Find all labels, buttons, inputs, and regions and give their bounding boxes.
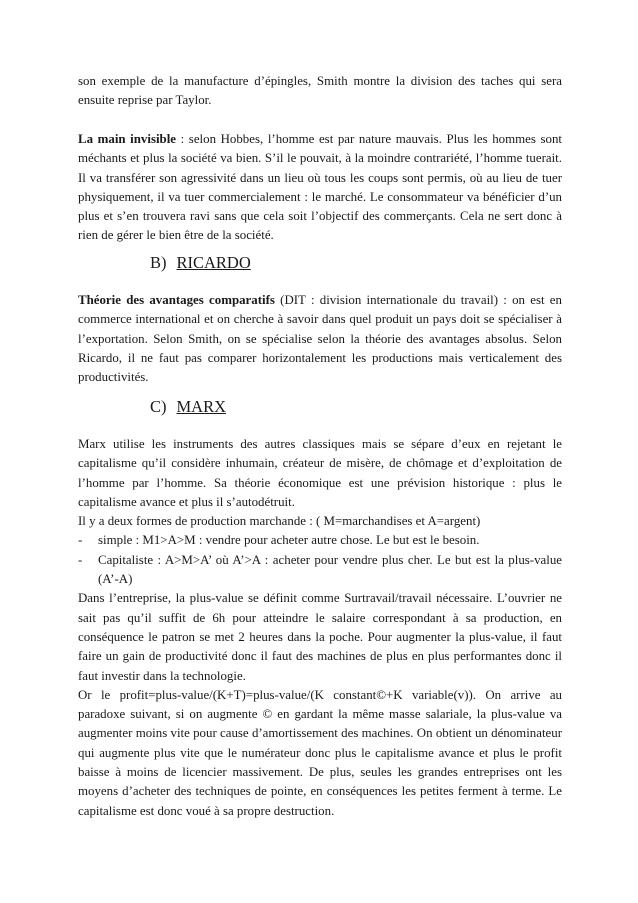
paragraph-marx-intro: Marx utilise les instruments des autres classiques mais se sépare d’eux en rejetant le capitalisme qu’il considère inhumain, créateur de misère, de chômage et d’exploitation de l’homme par l’homme. Sa théorie économique est une prévision historique : plus le capitalisme avance et plus il s’autodétruit. [78, 437, 562, 509]
paragraph-text: : selon Hobbes, l’homme est par nature mauvais. Plus les hommes sont méchants et plus la société va bien. S’il le pouvait, à la moindre contrariété, l’homme tuerait. Il va transférer son agressivité dans un lieu où tous les coups sont permis, où au lieu de tuer physiquement, il va tuer commercialement : le marché. Le consommateur va bénéficier d’un plus et s’en trouvera ravi sans que cela soit l’objectif des commerçants. Cela ne sert donc à rien de gérer le bien être de la société. [78, 132, 562, 243]
section-letter: C) [150, 397, 167, 416]
list-item: - Capitaliste : A>M>A’ où A’>A : acheter pour vendre plus cher. Le but est la plus-value (A’-A) [78, 552, 562, 587]
paragraph-text: (DIT : division internationale du travail) : on est en commerce international et on cherche à savoir dans quel produit un pays doit se spécialiser à l’exportation. Selon Smith, on se spécialise selon la théorie des avantages absolus. Selon Ricardo, il ne faut pas comparer horizontalement les productions mais verticalement des productivités. [78, 293, 562, 385]
term-avantages-comparatifs: Théorie des avantages comparatifs [78, 293, 275, 307]
paragraph-production-forms: Il y a deux formes de production marchande : ( M=marchandises et A=argent) [78, 514, 481, 529]
paragraph-main-invisible [78, 130, 562, 246]
paragraph-text: son exemple de la manufacture d’épingles, Smith montre la division des taches qui sera ensuite reprise par Taylor. [78, 74, 562, 108]
paragraph-smith-epingles [78, 72, 562, 111]
section-heading-ricardo [150, 253, 251, 273]
marx-section-body [78, 435, 562, 821]
paragraph-avantages-comparatifs [78, 291, 562, 387]
paragraph-plus-value: Dans l’entreprise, la plus-value se définit comme Surtravail/travail nécessaire. L’ouvrier ne sait pas qu’il suffit de 6h pour atteindre le salaire correspondant à sa production, en conséquence le patron se met 2 heures dans la poche. Pour augmenter la plus-value, il faut faire un gain de productivité donc il faut des machines de plus en plus performantes donc il faut investir dans la technologie. [78, 591, 562, 683]
section-letter: B) [150, 253, 167, 272]
section-heading-marx [150, 397, 226, 417]
section-title: MARX [176, 397, 227, 416]
list-item: - simple : M1>A>M : vendre pour acheter autre chose. Le but est le besoin. [78, 533, 480, 548]
section-title: RICARDO [176, 253, 251, 272]
term-main-invisible: La main invisible [78, 132, 177, 146]
paragraph-profit: Or le profit=plus-value/(K+T)=plus-value/(K constant©+K variable(v)). On arrive au paradoxe suivant, si on augmente © en gardant la même masse salariale, la plus-value va augmenter moins vite pour cause d’amortissement des machines. On obtient un dénominateur qui augmente plus vite que le numérateur donc plus le capitalisme avance et plus le profit baisse à moins de licencier massivement. De plus, seules les grandes entreprises ont les moyens d’acheter des techniques de pointe, en conséquences les petites ferment à terme. Le capitalisme est donc voué à sa propre destruction. [78, 687, 562, 818]
